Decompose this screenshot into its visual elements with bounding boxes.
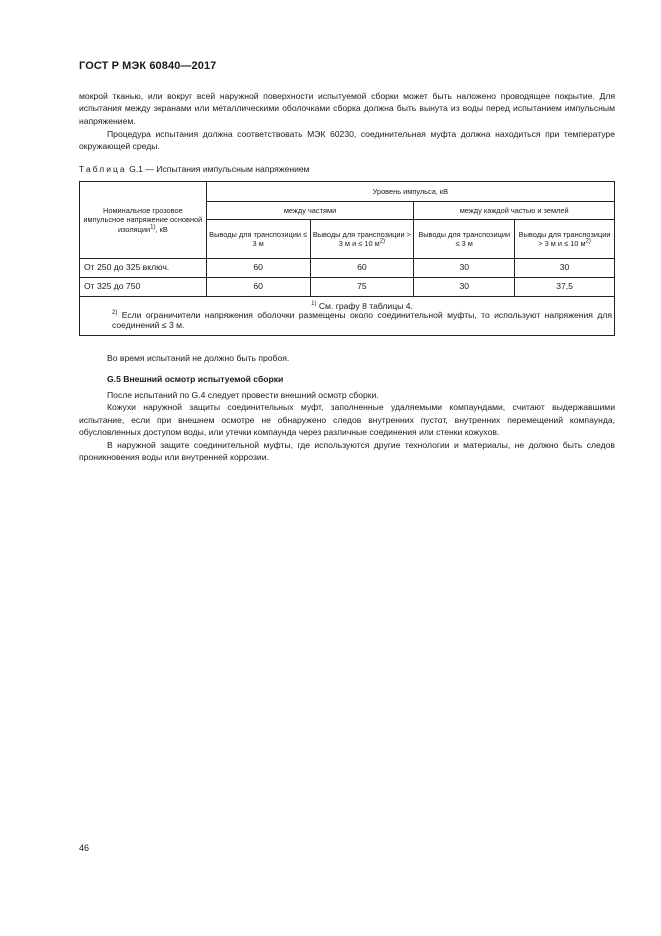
column-header: Выводы для транспозиции ≤ 3 м xyxy=(206,220,310,259)
column-header-text: Выводы для транспозиции > 3 м и ≤ 10 м xyxy=(312,229,411,248)
page-number: 46 xyxy=(79,843,90,853)
paragraph-text: Кожухи наружной защиты соединительных муфт, заполненные удаляемыми компаундами, считают выдержавшими испытание, если при внешнем осмотре не обнаружено следов внутренних пустот, внутренних перемещений компаунда, обусловленных доступом воды, или утечки компаунда через различные соединения или стенки кожухов. xyxy=(79,402,615,438)
table-cell: От 250 до 325 включ. xyxy=(80,259,207,278)
paragraph-intro xyxy=(79,90,615,127)
table-caption-title: G.1 — Испытания импульсным напряжением xyxy=(126,164,310,174)
between-part-ground-header: между каждой частью и землей xyxy=(414,202,615,220)
footnote-text: См. графу 8 таблицы 4. xyxy=(316,300,413,311)
table-caption-label: Таблица xyxy=(79,164,127,174)
row-header-unit: , кВ xyxy=(155,224,168,234)
table-cell: 60 xyxy=(206,278,310,297)
between-parts-header: между частями xyxy=(206,202,414,220)
footnote-mark: 1) xyxy=(311,300,317,307)
table-cell: 75 xyxy=(310,278,414,297)
column-header xyxy=(515,220,615,259)
paragraph-no-breakdown xyxy=(79,352,615,364)
paragraph-text: Во время испытаний не должно быть пробоя. xyxy=(107,353,290,363)
table-cell: 60 xyxy=(310,259,414,278)
table-cell: 30 xyxy=(515,259,615,278)
table-note xyxy=(82,311,612,330)
section-title: G.5 Внешний осмотр испытуемой сборки xyxy=(107,374,284,384)
footnote-mark: 2) xyxy=(112,310,118,317)
section-body xyxy=(79,389,615,463)
document-header: ГОСТ Р МЭК 60840—2017 xyxy=(79,60,217,72)
table-header-row xyxy=(80,182,615,202)
table-notes-row xyxy=(80,297,615,336)
impulse-test-table xyxy=(79,181,615,336)
row-header-text: Номинальное грозовое импульсное напряжение основной изоляции xyxy=(83,205,203,234)
table-cell: 30 xyxy=(414,259,515,278)
paragraph-text: После испытаний по G.4 следует провести внешний осмотр сборки. xyxy=(107,390,379,400)
footnote-ref: 2) xyxy=(585,238,591,245)
column-header: Выводы для транспозиции ≤ 3 м xyxy=(414,220,515,259)
table-cell: 30 xyxy=(414,278,515,297)
column-header xyxy=(310,220,414,259)
table-row xyxy=(80,278,615,297)
footnote-ref: 2) xyxy=(379,238,386,245)
column-header-text: Выводы для транспозиции > 3 м и ≤ 10 м xyxy=(518,229,611,248)
table-cell: 60 xyxy=(206,259,310,278)
footnote-ref: 1) xyxy=(150,224,156,231)
table-cell: От 325 до 750 xyxy=(80,278,207,297)
table-caption xyxy=(79,164,310,174)
table-cell: 37,5 xyxy=(515,278,615,297)
footnote-text: Если ограничители напряжения оболочки размещены около соединительной муфты, то используют напряжения для соединений ≤ 3 м. xyxy=(112,310,612,330)
table-row xyxy=(80,259,615,278)
impulse-level-header: Уровень импульса, кВ xyxy=(206,182,614,202)
table-notes-cell xyxy=(80,297,615,336)
paragraph-text: мокрой тканью, или вокруг всей наружной поверхности испытуемой сборки может быть наложено проводящее покрытие. Для испытания между экранами или металлическими оболочками сборка должна быть вынута из воды перед испытанием импульсным напряжением. xyxy=(79,91,615,126)
paragraph-text: В наружной защите соединительной муфты, где используются другие технологии и материалы, не должно быть следов проникновения воды или внутренней коррозии. xyxy=(79,439,615,463)
row-header-cell xyxy=(80,182,207,259)
paragraph-text: Процедура испытания должна соответствовать МЭК 60230, соединительная муфта должна находиться при температуре окружающей среды. xyxy=(79,129,615,152)
paragraph-procedure xyxy=(79,128,615,153)
